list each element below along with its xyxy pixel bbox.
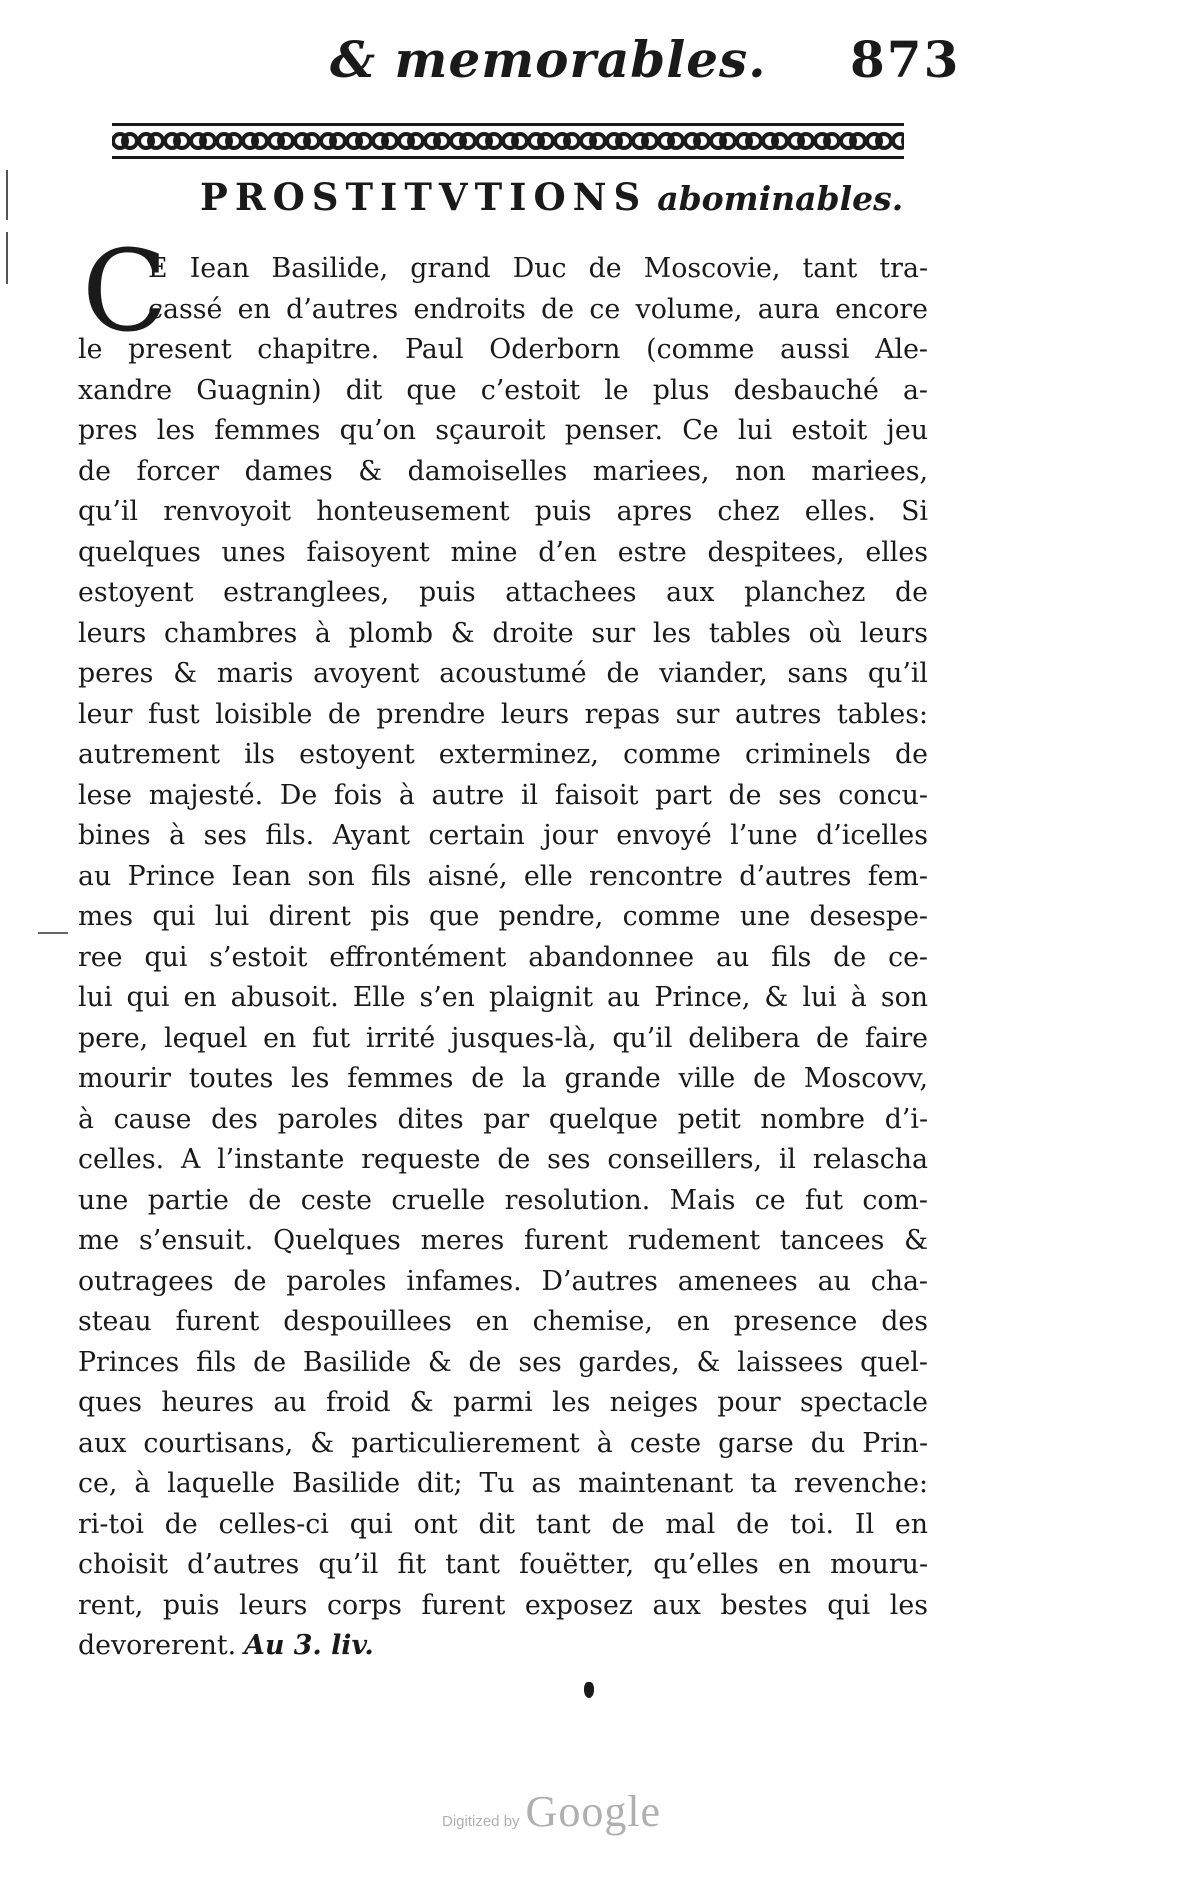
text-line: mes qui lui dirent pis que pendre, comme une desespe- <box>78 901 928 932</box>
text-line-final-words: devorerent. <box>78 1630 237 1661</box>
chapter-title <box>200 175 903 219</box>
text-line: steau furent despouillees en chemise, en presence des <box>78 1306 928 1337</box>
text-line: cassé en d’autres endroits de ce volume, aura encore <box>148 293 928 325</box>
text-line: lui qui en abusoit. Elle s’en plaignit au Prince, & lui à son <box>78 982 928 1013</box>
text-line: bines à ses fils. Ayant certain jour envoyé l’une d’icelles <box>78 820 928 851</box>
citation-note: Au 3. liv. <box>244 1630 374 1661</box>
body-text <box>78 249 928 1667</box>
margin-rule <box>6 232 8 284</box>
running-head: & memorables. <box>330 30 767 89</box>
text-line: xandre Guagnin) dit que c’estoit le plus desbauché a- <box>78 374 928 406</box>
drop-cap: C <box>82 227 168 357</box>
text-line: outragees de paroles infames. D’autres amenees au cha- <box>78 1265 928 1297</box>
text-line: ree qui s’estoit effrontément abandonnee au fils de ce- <box>78 941 928 973</box>
ornamental-band <box>112 120 904 162</box>
text-line: autrement ils estoyent exterminez, comme criminels de <box>78 739 928 770</box>
page-number: 873 <box>850 30 961 89</box>
text-line: qu’il renvoyoit honteusement puis apres chez elles. Si <box>78 496 928 527</box>
stray-ink-mark <box>584 1682 594 1698</box>
text-line: une partie de ceste cruelle resolution. Mais ce fut com- <box>78 1184 928 1216</box>
text-line: pres les femmes qu’on sçauroit penser. Ce lui estoit jeu <box>78 415 928 446</box>
text-line: Princes fils de Basilide & de ses gardes, & laissees quel- <box>78 1346 928 1378</box>
margin-tick <box>38 932 68 934</box>
margin-rule <box>6 170 8 220</box>
text-line: aux courtisans, & particulierement à ceste garse du Prin- <box>78 1427 928 1459</box>
text-line: à cause des paroles dites par quelque petit nombre d’i- <box>78 1103 928 1135</box>
text-line: mourir toutes les femmes de la grande ville de Moscovv, <box>78 1063 928 1094</box>
text-line: peres & maris avoyent acoustumé de viander, sans qu’il <box>78 658 928 689</box>
text-line: de forcer dames & damoiselles mariees, non mariees, <box>78 455 928 487</box>
text-line: ri-toi de celles-ci qui ont dit tant de mal de toi. Il en <box>78 1508 928 1540</box>
text-line: lese majesté. De fois à autre il faisoit part de ses concu- <box>78 779 928 811</box>
text-line: celles. A l’instante requeste de ses conseillers, il relascha <box>78 1144 928 1175</box>
text-line: estoyent estranglees, puis attachees aux planchez de <box>78 577 928 608</box>
chapter-title-caps: PROSTITVTIONS <box>200 175 648 219</box>
text-line: rent, puis leurs corps furent exposez aux bestes qui les <box>78 1589 928 1621</box>
text-line: me s’ensuit. Quelques meres furent rudement tancees & <box>78 1225 928 1256</box>
text-line: ce, à laquelle Basilide dit; Tu as maintenant ta revenche: <box>78 1468 928 1499</box>
text-line: leurs chambres à plomb & droite sur les tables où leurs <box>78 617 928 649</box>
watermark-prefix: Digitized by <box>442 1813 520 1830</box>
text-line: ques heures au froid & parmi les neiges pour spectacle <box>78 1387 928 1418</box>
text-line: pere, lequel en fut irrité jusques-là, qu’il delibera de faire <box>78 1022 928 1054</box>
text-line: E Iean Basilide, grand Duc de Moscovie, tant tra- <box>148 253 928 284</box>
digitization-watermark <box>442 1786 661 1837</box>
text-line: au Prince Iean son fils aisné, elle rencontre d’autres fem- <box>78 860 928 892</box>
watermark-logo: Google <box>525 1787 662 1836</box>
text-line: leur fust loisible de prendre leurs repas sur autres tables: <box>78 698 928 730</box>
text-line: choisit d’autres qu’il fit tant fouëtter, qu’elles en mouru- <box>78 1549 928 1580</box>
chapter-title-italic: abominables. <box>657 179 904 218</box>
text-line-final <box>78 1626 928 1667</box>
text-line: quelques unes faisoyent mine d’en estre despitees, elles <box>78 536 928 568</box>
text-line: le present chapitre. Paul Oderborn (comme aussi Ale- <box>78 334 928 365</box>
